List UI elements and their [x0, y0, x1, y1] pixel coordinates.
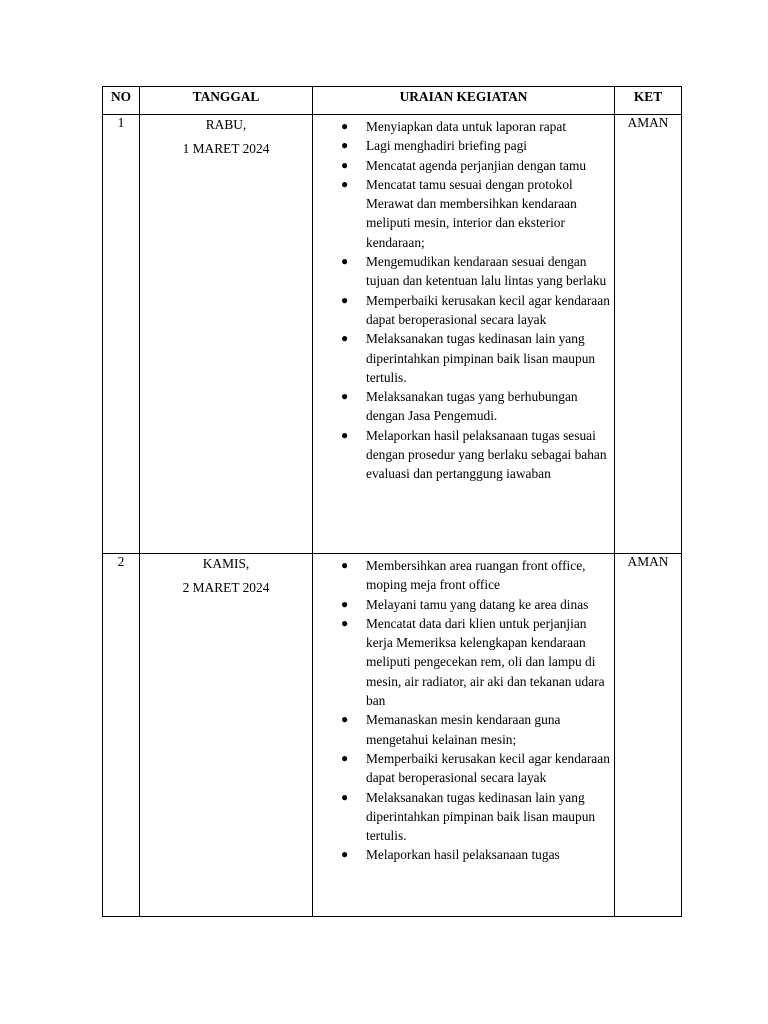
- list-item: [313, 329, 614, 387]
- task-text: Melayani tamu yang datang ke area dinas: [366, 596, 589, 612]
- header-description: URAIAN KEGIATAN: [313, 87, 615, 115]
- bullet-icon: ●: [341, 789, 349, 804]
- bullet-icon: ●: [341, 427, 349, 442]
- table-row: [103, 554, 682, 917]
- table-row: [103, 115, 682, 554]
- row-date-cell: [140, 115, 313, 554]
- list-item: [313, 845, 614, 864]
- table-header-row: [103, 87, 682, 115]
- bullet-icon: ●: [341, 292, 349, 307]
- list-item: [313, 387, 614, 426]
- row-ket: AMAN: [615, 115, 682, 554]
- list-item: [313, 136, 614, 155]
- list-item: [313, 117, 614, 136]
- list-item: [313, 788, 614, 846]
- row-description-cell: [313, 115, 615, 554]
- task-text: Mencatat data dari klien untuk perjanjian kerja Memeriksa kelengkapan kendaraan meliputi pengecekan rem, oli dan lampu di mesin, air radiator, air aki dan tekanan udara ban: [366, 615, 605, 709]
- list-item: [313, 749, 614, 788]
- list-item: [313, 556, 614, 595]
- task-text: Mencatat agenda perjanjian dengan tamu: [366, 157, 587, 173]
- list-item: [313, 175, 614, 252]
- bullet-icon: ●: [341, 750, 349, 765]
- bullet-icon: ●: [341, 596, 349, 611]
- bullet-icon: ●: [341, 119, 349, 133]
- row-day: KAMIS,: [202, 556, 250, 571]
- header-ket: KET: [615, 87, 682, 115]
- header-no: NO: [103, 87, 140, 115]
- bullet-icon: ●: [341, 138, 349, 153]
- task-text: Melaksanakan tugas kedinasan lain yang diperintahkan pimpinan baik lisan maupun tertulis.: [366, 331, 596, 385]
- row-day: RABU,: [205, 117, 247, 132]
- bullet-icon: ●: [341, 847, 349, 862]
- list-item: [313, 595, 614, 614]
- list-item: [313, 710, 614, 749]
- bullet-icon: ●: [341, 558, 349, 572]
- list-item: [313, 426, 614, 484]
- row-date-cell: [140, 554, 313, 917]
- task-list: [313, 554, 614, 865]
- activity-table: [102, 86, 682, 917]
- task-text: Mengemudikan kendaraan sesuai dengan tujuan dan ketentuan lalu lintas yang berlaku: [366, 254, 607, 289]
- bullet-icon: ●: [341, 254, 349, 269]
- task-text: Menyiapkan data untuk laporan rapat: [366, 119, 567, 134]
- bullet-icon: ●: [341, 615, 349, 630]
- task-text: Melaporkan hasil pelaksanaan tugas sesuai dengan prosedur yang berlaku sebagai bahan evaluasi dan pertanggung iawaban: [366, 427, 607, 482]
- row-ket: AMAN: [615, 554, 682, 917]
- task-text: Lagi menghadiri briefing pagi: [366, 138, 528, 154]
- row-date: 1 MARET 2024: [182, 141, 270, 156]
- task-text: Melaksanakan tugas yang berhubungan dengan Jasa Pengemudi.: [366, 389, 578, 424]
- task-text: Melaksanakan tugas kedinasan lain yang diperintahkan pimpinan baik lisan maupun tertulis.: [366, 789, 596, 844]
- task-text: Memanaskan mesin kendaraan guna mengetahui kelainan mesin;: [366, 712, 561, 747]
- task-list: [313, 115, 614, 484]
- task-text: Membersihkan area ruangan front office, moping meja front office: [366, 558, 586, 593]
- list-item: [313, 614, 614, 710]
- bullet-icon: ●: [341, 157, 349, 172]
- row-description-cell: [313, 554, 615, 917]
- list-item: [313, 156, 614, 175]
- row-date: 2 MARET 2024: [182, 580, 270, 595]
- task-text: Melaporkan hasil pelaksanaan tugas: [366, 847, 560, 863]
- bullet-icon: ●: [341, 331, 349, 346]
- row-number: 2: [103, 554, 140, 917]
- list-item: [313, 252, 614, 291]
- task-text: Mencatat tamu sesuai dengan protokol Merawat dan membersihkan kendaraan meliputi mesin, interior dan eksterior kendaraan;: [366, 176, 577, 250]
- task-text: Memperbaiki kerusakan kecil agar kendaraan dapat beroperasional secara layak: [366, 750, 610, 786]
- row-number: 1: [103, 115, 140, 554]
- bullet-icon: ●: [341, 712, 349, 727]
- header-date: TANGGAL: [140, 87, 313, 115]
- bullet-icon: ●: [341, 389, 349, 404]
- list-item: [313, 291, 614, 330]
- task-text: Memperbaiki kerusakan kecil agar kendaraan dapat beroperasional secara layak: [366, 292, 610, 327]
- bullet-icon: ●: [341, 176, 349, 191]
